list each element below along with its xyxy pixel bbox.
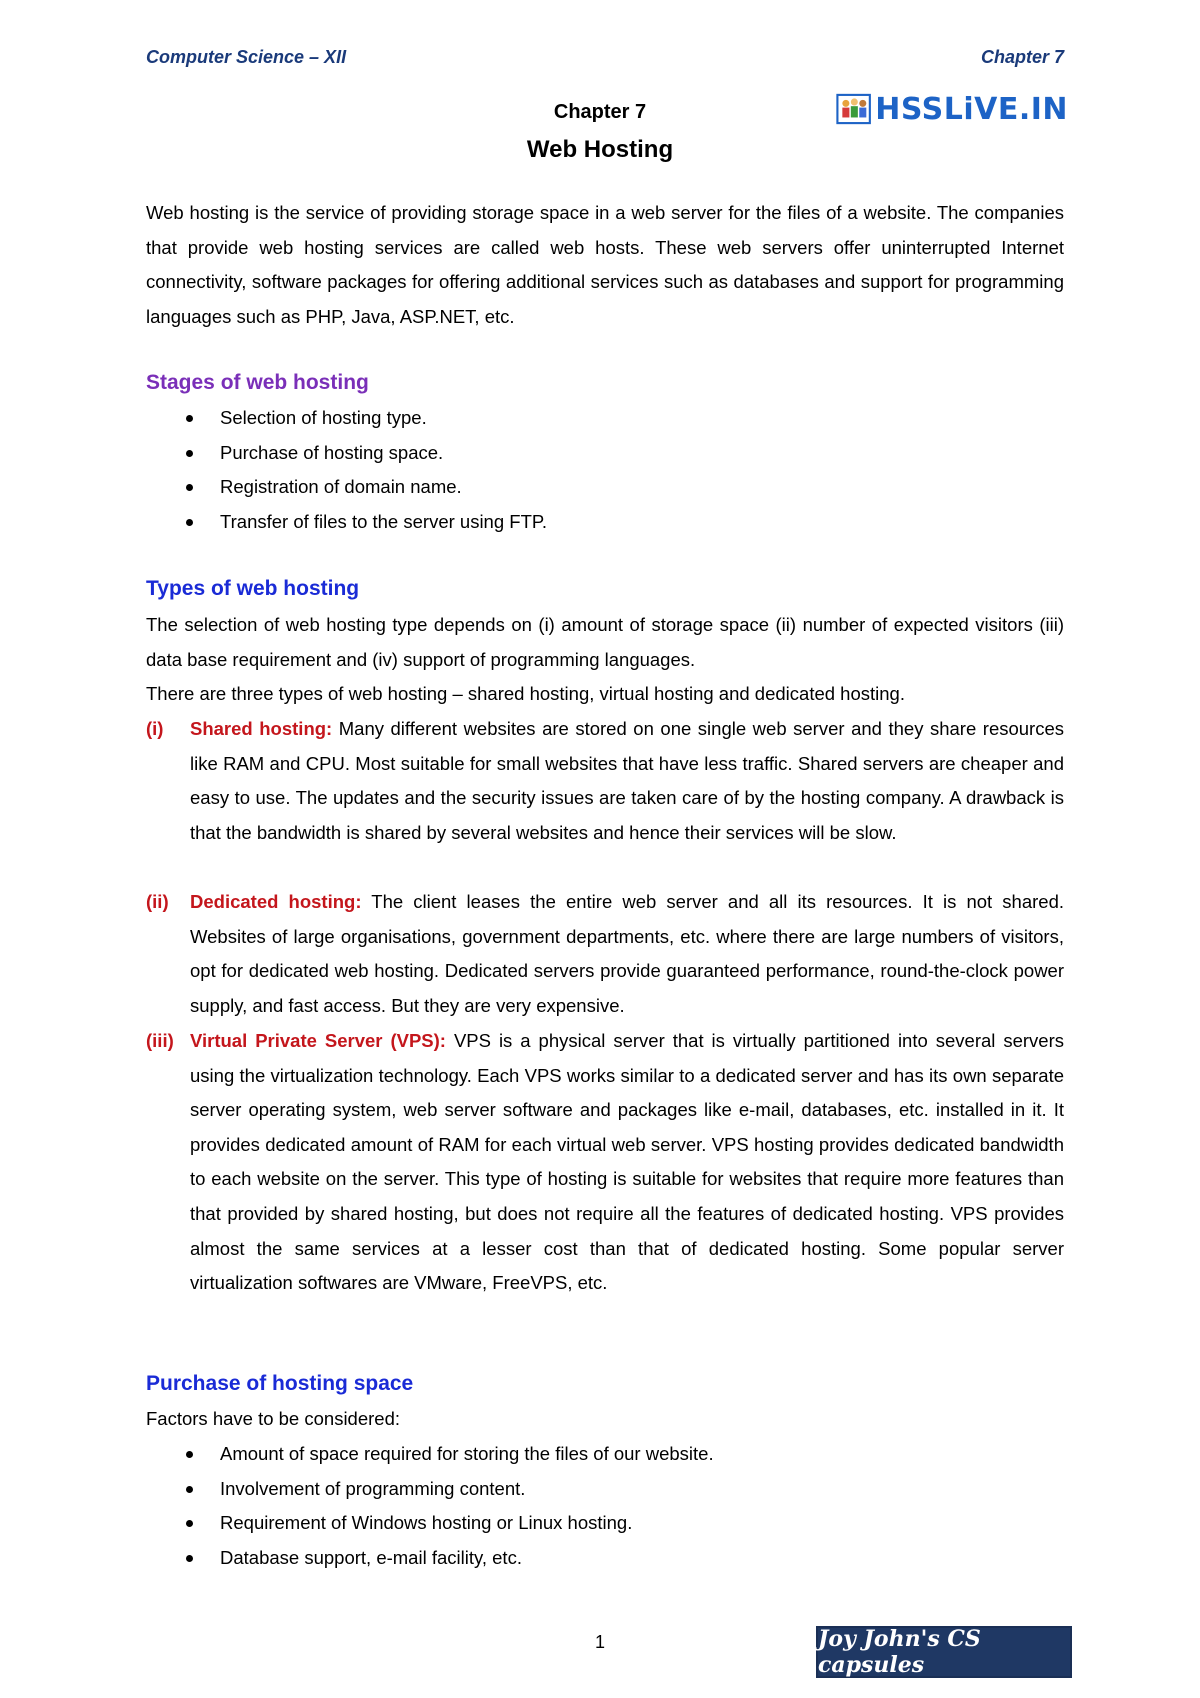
intro-paragraph: Web hosting is the service of providing storage space in a web server for the files of a website. The companies that provide web hosting services are called web hosts. These web servers offer uninterrupted Internet connectivity, software packages for offering additional services such as databases and support for programming languages such as PHP, Java, ASP.NET, etc.: [146, 202, 1064, 327]
list-item: Registration of domain name.: [146, 470, 1064, 505]
header-chapter: Chapter 7: [980, 46, 1064, 67]
footer-badge: [816, 1626, 1072, 1678]
type-description: Many different websites are stored on one single web server and they share resources like RAM and CPU. Most suitable for small websites that have less traffic. Shared servers are cheaper and easy to use. The updates and the security issues are taken care of by the hosting company. A drawback is that the bandwidth is shared by several websites and hence their services will be slow.: [190, 718, 1065, 843]
type-description: The client leases the entire web server and all its resources. It is not shared. Websites of large organisations, government departments, etc. where there are large numbers of visitors, opt for dedicated web hosting. Dedicated servers provide guaranteed performance, round-the-clock power supply, and fast access. But they are very expensive.: [190, 891, 1064, 1016]
type-number: (iii): [146, 1030, 174, 1051]
header-subject: Computer Science – XII: [146, 46, 347, 67]
type-description: VPS is a physical server that is virtually partitioned into several servers using the virtualization technology. Each VPS works similar to a dedicated server and has its own separate server operating system, web server software and packages like e-mail, databases, etc. installed in it. It provides dedicated amount of RAM for each virtual web server. VPS hosting provides dedicated bandwidth to each website on the server. This type of hosting is suitable for websites that require more features than that provided by shared hosting, but does not require all the features of dedicated hosting. VPS provides almost the same services at a lesser cost than that of dedicated hosting. Some popular server virtualization softwares are VMware, FreeVPS, etc.: [190, 1030, 1065, 1294]
bullet-icon: [186, 450, 193, 457]
list-item: Amount of space required for storing the files of our website.: [146, 1437, 1064, 1472]
stages-heading: Stages of web hosting: [146, 371, 369, 394]
page-number: 1: [594, 1632, 605, 1652]
type-number: (ii): [146, 891, 169, 912]
type-vps-hosting: [146, 1024, 1064, 1301]
logo-text: HSSLiVE.IN: [875, 91, 1068, 127]
list-item: Requirement of Windows hosting or Linux hosting.: [146, 1506, 1064, 1541]
list-item: Selection of hosting type.: [146, 401, 1064, 436]
running-header: [146, 44, 1064, 70]
footer-badge-text: Joy John's CS capsules: [818, 1626, 981, 1678]
purchase-list: [146, 1437, 1064, 1575]
type-term: Shared hosting:: [190, 718, 333, 739]
bullet-icon: [186, 519, 193, 526]
types-paragraph: The selection of web hosting type depends on (i) amount of storage space (ii) number of expected visitors (iii) data base requirement and (iv) support of programming languages.: [146, 614, 1064, 670]
bullet-icon: [186, 484, 193, 491]
stages-list: [146, 401, 1064, 539]
bullet-icon: [186, 1486, 193, 1493]
types-heading: Types of web hosting: [146, 577, 360, 600]
page-title: Web Hosting: [526, 136, 674, 163]
type-shared-hosting: [146, 712, 1064, 850]
purchase-heading: Purchase of hosting space: [146, 1372, 414, 1395]
types-summary: There are three types of web hosting – shared hosting, virtual hosting and dedicated hosting.: [146, 683, 905, 704]
type-number: (i): [146, 718, 164, 739]
bullet-icon: [186, 1451, 193, 1458]
bullet-icon: [186, 1520, 193, 1527]
bullet-icon: [186, 415, 193, 422]
list-item: Transfer of files to the server using FTP.: [146, 505, 1064, 540]
list-item: Database support, e-mail facility, etc.: [146, 1541, 1064, 1576]
list-item: Involvement of programming content.: [146, 1472, 1064, 1507]
bullet-icon: [186, 1555, 193, 1562]
type-term: Virtual Private Server (VPS):: [190, 1030, 446, 1051]
type-term: Dedicated hosting:: [190, 891, 362, 912]
type-dedicated-hosting: [146, 885, 1064, 1023]
list-item: Purchase of hosting space.: [146, 436, 1064, 471]
purchase-intro: Factors have to be considered:: [146, 1408, 401, 1429]
chapter-title: Chapter 7: [553, 101, 647, 123]
